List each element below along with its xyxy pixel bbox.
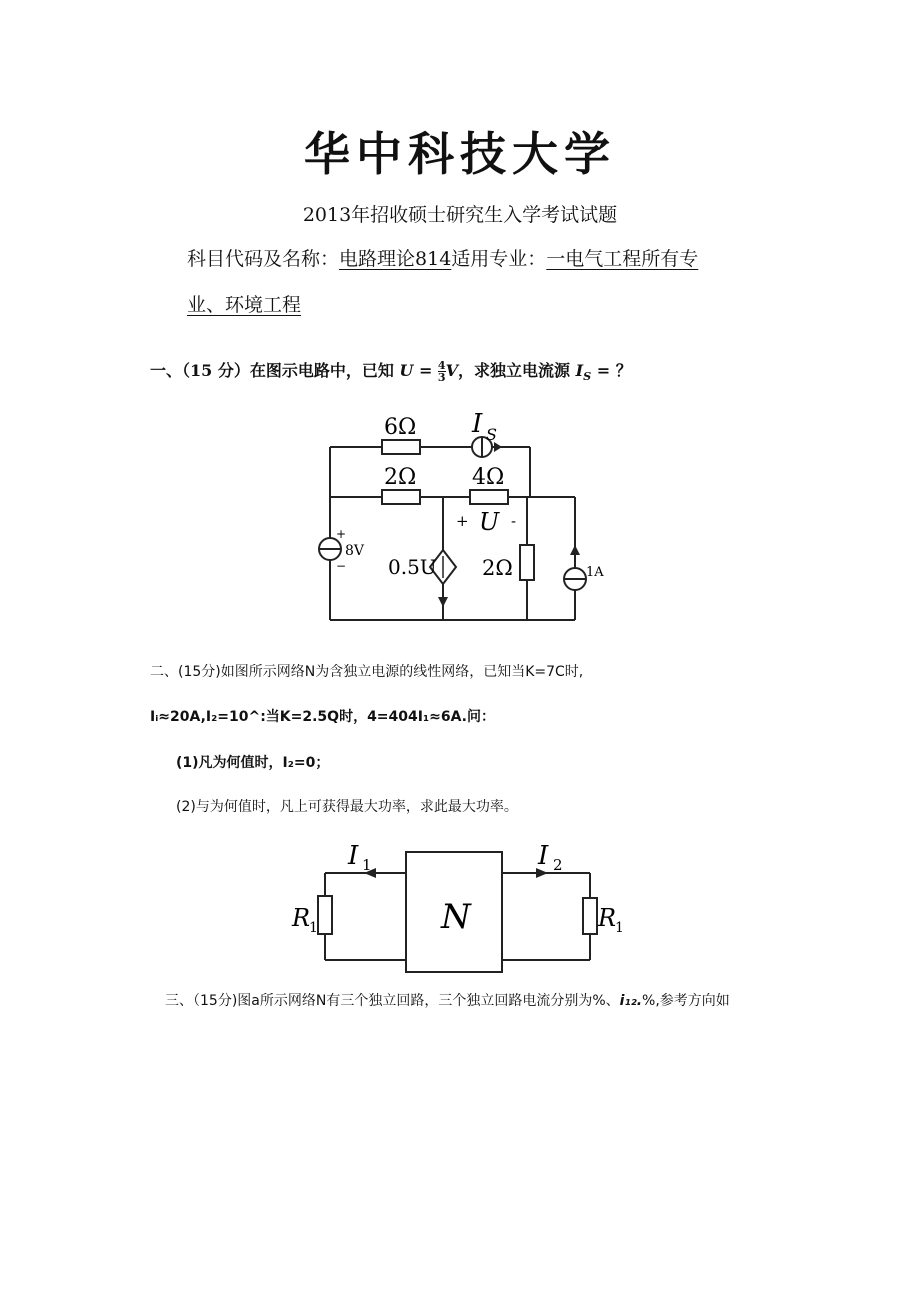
label-i2: I — [538, 841, 549, 871]
resistor-2ohm-top — [382, 490, 420, 504]
circuit-1-diagram — [300, 405, 604, 630]
label-i2-sub: 2 — [553, 856, 563, 874]
label-r-left: R — [292, 904, 311, 932]
label-u: U — [479, 508, 500, 536]
q1-frac-den: 3 — [437, 371, 446, 384]
q1-var-u: U — [399, 361, 414, 380]
page-title: 华中科技大学 — [304, 127, 616, 181]
label-6ohm: 6Ω — [384, 415, 417, 440]
label-2ohm-top: 2Ω — [384, 465, 417, 490]
q1-unit: V — [445, 361, 458, 380]
major-line2: 业、环境工程 — [187, 294, 302, 316]
major-line1: 一电气工程所有专 — [546, 248, 699, 270]
q2-item1-expr: I₂=0； — [282, 755, 330, 771]
resistor-left — [318, 896, 332, 934]
q1-end: = ？ — [591, 361, 632, 380]
question-2-item-1 — [176, 752, 329, 772]
exam-subtitle: 2013年招收硕士研究生入学考试试题 — [302, 204, 618, 226]
arrow-up-icon — [570, 545, 580, 555]
label-minus: - — [511, 512, 517, 530]
label-dependent: 0.5U — [388, 555, 437, 579]
q3-text-b: i₁₂. — [619, 993, 643, 1009]
q1-frac-num: 4 — [437, 359, 446, 372]
label-is: I — [472, 409, 483, 439]
q3-text-c: %,参考方向如 — [642, 993, 730, 1009]
q3-text-a: 三、（15分)图a所示网络N有三个独立回路，三个独立回路电流分别为%、 — [165, 993, 620, 1009]
q1-var-is: I — [575, 361, 584, 380]
label-1a: 1A — [586, 565, 604, 580]
label-n: N — [441, 897, 471, 937]
question-2-line-2: Iᵢ≈20A,I₂=10^:当K=2.5Q时，4=404I₁≈6A.问： — [150, 709, 495, 725]
subject-name: 电路理论814 — [339, 248, 452, 270]
label-8v: 8V — [345, 543, 365, 559]
question-2-item-2: (2)与为何值时，凡上可获得最大功率，求此最大功率。 — [176, 799, 518, 815]
subject-prefix: 科目代码及名称： — [187, 248, 340, 270]
label-src-minus: − — [336, 559, 347, 573]
arrow-down-icon — [438, 597, 448, 607]
subject-mid: 适用专业： — [451, 248, 547, 270]
label-2ohm-right: 2Ω — [482, 556, 513, 580]
q1-fraction — [438, 360, 446, 383]
label-r-right: R — [598, 904, 617, 932]
resistor-4ohm — [470, 490, 508, 504]
label-r-left-sub: 1 — [309, 920, 318, 936]
subject-line — [187, 244, 698, 271]
label-4ohm: 4Ω — [472, 465, 505, 490]
circuit-2-diagram — [290, 835, 630, 980]
resistor-6ohm — [382, 440, 420, 454]
subject-line-2 — [187, 290, 301, 317]
question-3 — [165, 990, 730, 1010]
q1-suffix: ，求独立电流源 — [458, 361, 571, 380]
q1-sub-s: S — [583, 369, 592, 384]
label-r-right-sub: 1 — [615, 920, 624, 936]
label-i1: I — [348, 841, 359, 871]
label-plus: + — [456, 512, 469, 530]
q1-eq: = — [413, 361, 438, 380]
q1-prefix: 一、（15 分）在图示电路中，已知 — [150, 361, 394, 380]
resistor-2ohm-right — [520, 545, 534, 580]
label-src-plus: + — [336, 527, 347, 541]
question-2-line-1: 二、(15分)如图所示网络N为含独立电源的线性网络，已知当K=7C时, — [150, 664, 584, 680]
question-1 — [150, 358, 632, 383]
resistor-right — [583, 898, 597, 934]
label-i1-sub: 1 — [362, 856, 372, 874]
label-is-sub: S — [486, 425, 497, 444]
q2-item1-text: (1)凡为何值时， — [176, 755, 283, 771]
